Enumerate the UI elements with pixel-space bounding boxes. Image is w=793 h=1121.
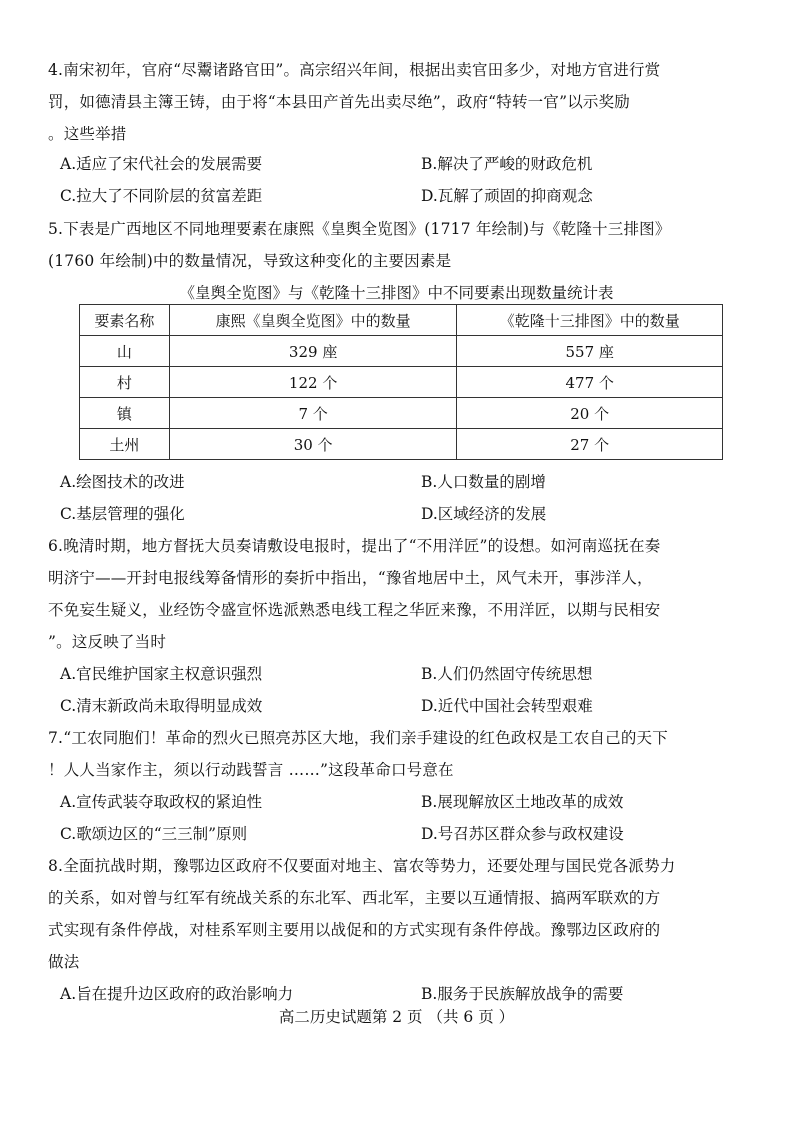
- statistics-table: [79, 304, 723, 460]
- question-5-stem: [48, 213, 758, 277]
- question-7-option-b[interactable]: B.展现解放区土地改革的成效: [421, 793, 624, 811]
- question-8-option-b[interactable]: B.服务于民族解放战争的需要: [421, 985, 624, 1003]
- question-6-option-d[interactable]: D.近代中国社会转型艰难: [421, 697, 593, 715]
- question-4-option-b[interactable]: B.解决了严峻的财政危机: [421, 155, 593, 173]
- table-cell: 土州: [80, 429, 170, 460]
- table-header-cell: 要素名称: [80, 305, 170, 336]
- question-8-stem: [48, 850, 758, 978]
- question-6-option-a[interactable]: A.官民维护国家主权意识强烈: [60, 665, 263, 683]
- table-cell: 329 座: [169, 336, 457, 367]
- table-cell: 7 个: [169, 398, 457, 429]
- question-6-options-row-2: [60, 690, 760, 722]
- table-cell: 30 个: [169, 429, 457, 460]
- table-title: 《皇舆全览图》与《乾隆十三排图》中不同要素出现数量统计表: [179, 284, 614, 302]
- question-5-option-c[interactable]: C.基层管理的强化: [60, 505, 185, 523]
- question-6-option-c[interactable]: C.清末新政尚未取得明显成效: [60, 697, 263, 715]
- table-row: [80, 398, 723, 429]
- question-4-stem: [48, 54, 758, 150]
- question-7-option-d[interactable]: D.号召苏区群众参与政权建设: [421, 825, 624, 843]
- question-8-line-1: 8.全面抗战时期，豫鄂边区政府不仅要面对地主、富农等势力，还要处理与国民党各派势力: [48, 857, 676, 875]
- table-cell: 557 座: [457, 336, 723, 367]
- question-6-option-b[interactable]: B.人们仍然固守传统思想: [421, 665, 593, 683]
- question-6-stem: [48, 530, 758, 658]
- question-4-option-c[interactable]: C.拉大了不同阶层的贫富差距: [60, 187, 263, 205]
- question-6-line-3: 不免妄生疑义，业经饬令盛宣怀选派熟悉电线工程之华匠来豫，不用洋匠，以期与民相安: [48, 601, 661, 619]
- question-7-option-c[interactable]: C.歌颂边区的“三三制”原则: [60, 825, 248, 843]
- question-4-option-a[interactable]: A.适应了宋代社会的发展需要: [60, 155, 263, 173]
- table-row: [80, 367, 723, 398]
- table-header-cell: 《乾隆十三排图》中的数量: [457, 305, 723, 336]
- question-6-line-1: 6.晚清时期，地方督抚大员奏请敷设电报时，提出了“不用洋匠”的设想。如河南巡抚在奏: [48, 537, 661, 555]
- question-7-option-a[interactable]: A.宣传武装夺取政权的紧迫性: [60, 793, 263, 811]
- question-6-options-row-1: [60, 658, 760, 690]
- question-7-line-2: ！人人当家作主，须以行动践誓言 ……”这段革命口号意在: [48, 761, 454, 779]
- question-5-options-row-1: [60, 466, 760, 498]
- question-4-options-row-1: [60, 148, 760, 180]
- question-4-line-3: 。这些举措: [48, 125, 127, 143]
- question-8-line-2: 的关系，如对曾与红军有统战关系的东北军、西北军，主要以互通情报、搞两军联欢的方: [48, 889, 661, 907]
- table-cell: 122 个: [169, 367, 457, 398]
- table-cell: 镇: [80, 398, 170, 429]
- question-8-line-4: 做法: [48, 953, 80, 971]
- table-cell: 477 个: [457, 367, 723, 398]
- question-7-line-1: 7.“工农同胞们！革命的烈火已照亮苏区大地，我们亲手建设的红色政权是工农自己的天下: [48, 729, 668, 747]
- question-6-line-2: 明济宁——开封电报线筹备情形的奏折中指出，“豫省地居中土，风气未开，事涉洋人，: [48, 569, 653, 587]
- question-5-option-a[interactable]: A.绘图技术的改进: [60, 473, 185, 491]
- question-8-line-3: 式实现有条件停战，对桂系军则主要用以战促和的方式实现有条件停战。豫鄂边区政府的: [48, 921, 661, 939]
- question-7-stem: [48, 722, 758, 786]
- table-cell: 27 个: [457, 429, 723, 460]
- question-8-option-a[interactable]: A.旨在提升边区政府的政治影响力: [60, 985, 294, 1003]
- question-7-options-row-2: [60, 818, 760, 850]
- table-cell: 村: [80, 367, 170, 398]
- table-row: [80, 429, 723, 460]
- table-header-row: [80, 305, 723, 336]
- question-5-option-b[interactable]: B.人口数量的剧增: [421, 473, 546, 491]
- question-5-options-row-2: [60, 498, 760, 530]
- table-header-cell: 康熙《皇舆全览图》中的数量: [169, 305, 457, 336]
- table-cell: 20 个: [457, 398, 723, 429]
- question-5-line-2: (1760 年绘制)中的数量情况，导致这种变化的主要因素是: [48, 252, 452, 270]
- table-cell: 山: [80, 336, 170, 367]
- page-footer: 高二历史试题第 2 页 （共 6 页 ）: [278, 1008, 515, 1026]
- table-row: [80, 336, 723, 367]
- question-6-line-4: ”。这反映了当时: [48, 633, 167, 651]
- question-5-line-1: 5.下表是广西地区不同地理要素在康熙《皇舆全览图》(1717 年绘制)与《乾隆十三排图》: [48, 220, 671, 238]
- question-4-option-d[interactable]: D.瓦解了顽固的抑商观念: [421, 187, 593, 205]
- question-5-option-d[interactable]: D.区域经济的发展: [421, 505, 547, 523]
- question-4-line-1: 4.南宋初年，官府“尽鬻诸路官田”。高宗绍兴年间，根据出卖官田多少，对地方官进行赏: [48, 61, 661, 79]
- question-4-line-2: 罚，如德清县主簿王铸，由于将“本县田产首先出卖尽绝”，政府“特转一官”以示奖励: [48, 93, 630, 111]
- question-4-options-row-2: [60, 180, 760, 212]
- question-7-options-row-1: [60, 786, 760, 818]
